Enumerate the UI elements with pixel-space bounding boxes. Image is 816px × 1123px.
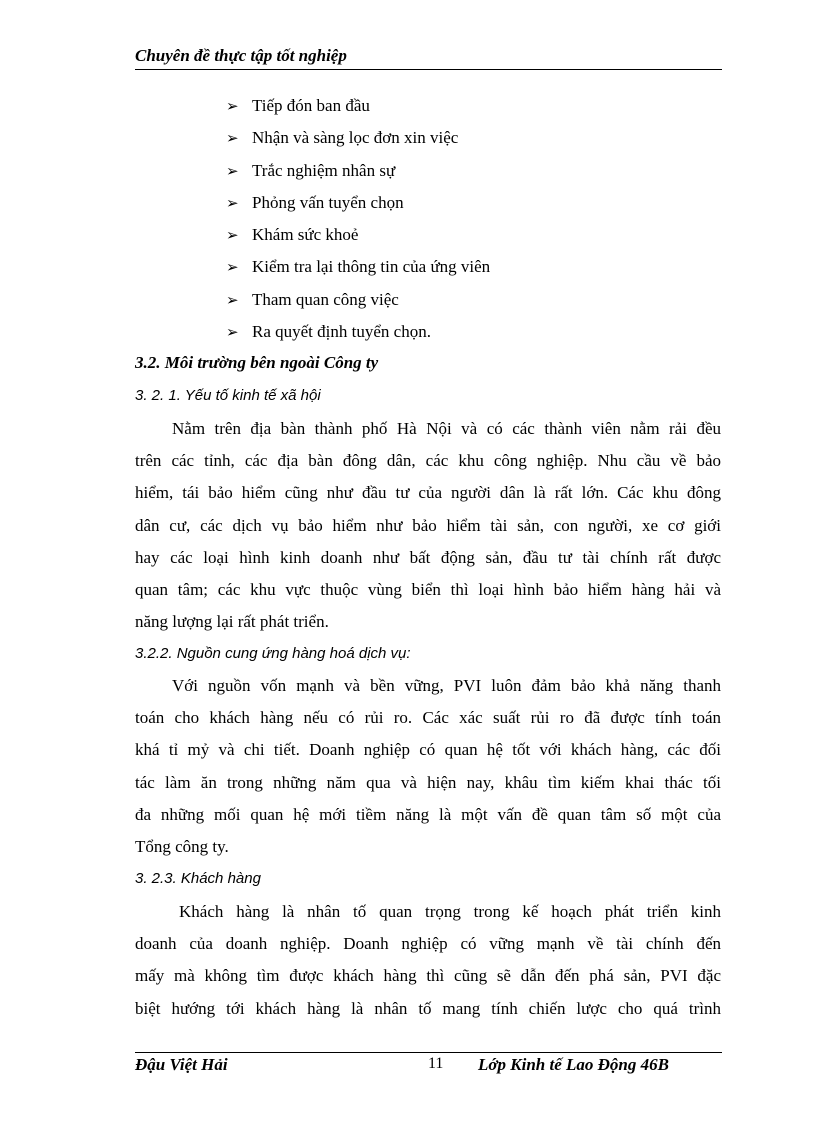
- arrow-bullet-icon: ➢: [226, 325, 239, 342]
- subsection-heading-economic: 3. 2. 1. Yếu tố kinh tế xã hội: [135, 387, 321, 404]
- header-divider: [135, 69, 722, 70]
- page-number: 11: [428, 1055, 444, 1072]
- list-item: ➢ Khám sức khoẻ: [226, 222, 490, 254]
- paragraph-supply: Với nguồn vốn mạnh và bền vững, PVI luôn đảm bảo khả năng thanh toán cho khách hàng nếu có rủi ro. Các xác suất rủi ro đã được tính toán khá tỉ mỷ và chi tiết. Doanh nghiệp có quan hệ tốt với khách hàng, các đối tác làm ăn trong những năm qua và hiện nay, khâu tìm kiếm khai thác tối đa những mối quan hệ mới tiềm năng là một vấn đề quan tâm số một của Tổng công ty.: [135, 676, 721, 856]
- arrow-bullet-icon: ➢: [226, 131, 239, 148]
- arrow-bullet-icon: ➢: [226, 195, 239, 212]
- list-item: ➢ Nhận và sàng lọc đơn xin việc: [226, 125, 490, 157]
- arrow-bullet-icon: ➢: [226, 163, 239, 180]
- footer-author: Đậu Việt Hải: [135, 1055, 228, 1074]
- arrow-bullet-icon: ➢: [226, 228, 239, 245]
- list-item: ➢ Kiểm tra lại thông tin của ứng viên: [226, 254, 490, 286]
- list-item: ➢ Phỏng vấn tuyển chọn: [226, 190, 490, 222]
- section-heading: 3.2. Môi trường bên ngoài Công ty: [135, 353, 379, 372]
- footer-divider: [135, 1052, 722, 1053]
- paragraph-economic: Nằm trên địa bàn thành phố Hà Nội và có các thành viên nằm rải đều trên các tỉnh, các địa bàn đông dân, các khu công nghiệp. Nhu cầu về bảo hiểm, tái bảo hiểm cũng như đầu tư của người dân là rất lớn. Các khu đông dân cư, các dịch vụ bảo hiểm như bảo hiểm tài sản, con người, xe cơ giới hay các loại hình kinh doanh như bất động sản, đầu tư tài chính rất được quan tâm; các khu vực thuộc vùng biển thì loại hình bảo hiểm hàng hải và năng lượng lại rất phát triển.: [135, 419, 721, 632]
- subsection-heading-customers: 3. 2.3. Khách hàng: [135, 870, 261, 887]
- paragraph-customers: Khách hàng là nhân tố quan trọng trong kế hoạch phát triển kinh doanh của doanh nghiệp. Doanh nghiệp có vững mạnh về tài chính đến mấy mà không tìm được khách hàng thì cũng sẽ dẫn đến phá sản, PVI đặc biệt hướng tới khách hàng là nhân tố mang tính chiến lược cho quá trình: [135, 902, 721, 1018]
- footer-class: Lớp Kinh tế Lao Động 46B: [478, 1055, 669, 1074]
- arrow-bullet-icon: ➢: [226, 292, 239, 309]
- list-item: ➢ Trắc nghiệm nhân sự: [226, 158, 490, 190]
- header-title: Chuyên đề thực tập tốt nghiệp: [135, 46, 347, 65]
- list-item: ➢ Tham quan công việc: [226, 287, 490, 319]
- arrow-bullet-icon: ➢: [226, 260, 239, 277]
- arrow-bullet-icon: ➢: [226, 99, 239, 115]
- list-item: ➢ Ra quyết định tuyển chọn.: [226, 319, 490, 351]
- subsection-heading-supply: 3.2.2. Nguồn cung ứng hàng hoá dịch vụ:: [135, 645, 411, 662]
- list-item: ➢ Tiếp đón ban đầu: [226, 93, 490, 125]
- bullet-list: [226, 93, 490, 351]
